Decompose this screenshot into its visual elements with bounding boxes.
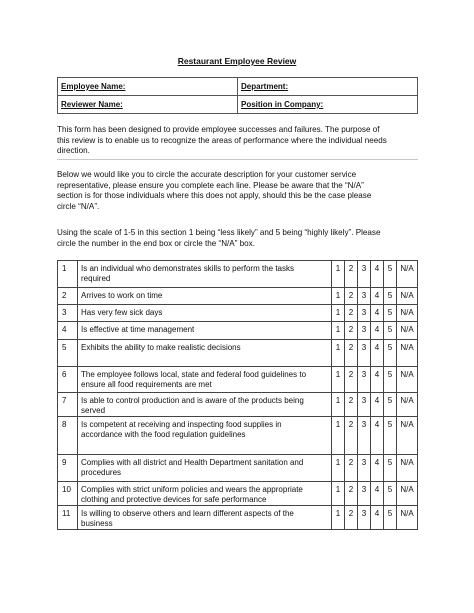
rating-option-3[interactable]: 3	[358, 340, 371, 367]
rating-option-4[interactable]: 4	[371, 367, 384, 393]
instruction-line: representative, please ensure you complete each line. Please be aware that the “N/A”	[57, 180, 364, 190]
instruction-line: circle “N/A”.	[57, 201, 100, 211]
item-row	[58, 288, 418, 305]
item-text-line: Arrives to work on time	[81, 291, 163, 300]
rating-option-3[interactable]: 3	[358, 288, 371, 305]
item-row	[58, 322, 418, 340]
item-row	[58, 482, 418, 506]
item-text	[78, 305, 332, 322]
item-row	[58, 393, 418, 417]
item-row	[58, 506, 418, 530]
rating-option-3[interactable]: 3	[358, 305, 371, 322]
item-text-line: Is willing to observe others and learn different aspects of the	[81, 509, 294, 518]
rating-na-option[interactable]: N/A	[397, 455, 418, 482]
rating-option-2[interactable]: 2	[345, 288, 358, 305]
instruction-line: section is for those individuals where this does not apply, should this be the case please	[57, 191, 372, 201]
rating-na-option[interactable]: N/A	[397, 367, 418, 393]
item-text-line: served	[81, 405, 106, 415]
item-text	[78, 288, 332, 305]
item-text	[78, 506, 332, 530]
item-row	[58, 367, 418, 393]
item-number: 5	[58, 340, 78, 367]
rating-na-option[interactable]: N/A	[397, 417, 418, 455]
item-text	[78, 417, 332, 455]
rating-option-3[interactable]: 3	[358, 367, 371, 393]
rating-option-5[interactable]: 5	[384, 393, 397, 417]
rating-option-4[interactable]: 4	[371, 506, 384, 530]
item-text	[78, 340, 332, 367]
rating-option-4[interactable]: 4	[371, 305, 384, 322]
rating-option-4[interactable]: 4	[371, 482, 384, 506]
item-row	[58, 340, 418, 367]
item-number: 1	[58, 261, 78, 288]
intro-line: direction.	[57, 146, 90, 156]
rating-option-5[interactable]: 5	[384, 367, 397, 393]
rating-option-1[interactable]: 1	[332, 482, 345, 506]
rating-option-1[interactable]: 1	[332, 261, 345, 288]
rating-option-2[interactable]: 2	[345, 305, 358, 322]
rating-option-1[interactable]: 1	[332, 288, 345, 305]
rating-option-4[interactable]: 4	[371, 340, 384, 367]
rating-option-2[interactable]: 2	[345, 261, 358, 288]
rating-option-2[interactable]: 2	[345, 367, 358, 393]
rating-option-5[interactable]: 5	[384, 322, 397, 340]
rating-option-5[interactable]: 5	[384, 506, 397, 530]
rating-option-5[interactable]: 5	[384, 455, 397, 482]
item-text-line: procedures	[81, 467, 122, 477]
form-title: Restaurant Employee Review	[177, 56, 297, 66]
item-text-line: Complies with all district and Health Department sanitation and	[81, 458, 304, 467]
item-text-line: business	[81, 518, 113, 528]
rating-option-4[interactable]: 4	[371, 322, 384, 340]
rating-na-option[interactable]: N/A	[397, 393, 418, 417]
rating-na-option[interactable]: N/A	[397, 305, 418, 322]
rating-option-4[interactable]: 4	[371, 288, 384, 305]
intro-line: this review is to enable us to recognize the areas of performance where the individual needs	[57, 135, 387, 145]
item-text-line: Is effective at time management	[81, 325, 195, 334]
divider-line	[57, 159, 418, 160]
rating-option-4[interactable]: 4	[371, 393, 384, 417]
rating-option-3[interactable]: 3	[358, 482, 371, 506]
item-number: 2	[58, 288, 78, 305]
rating-option-2[interactable]: 2	[345, 322, 358, 340]
item-row	[58, 417, 418, 455]
item-text-line: Is an individual who demonstrates skills to perform the tasks	[81, 264, 294, 273]
employee-name-field[interactable]: Employee Name:	[58, 78, 238, 96]
rating-option-3[interactable]: 3	[358, 506, 371, 530]
item-row	[58, 261, 418, 288]
item-text-line: ensure all food requirements are met	[81, 379, 212, 389]
rating-na-option[interactable]: N/A	[397, 261, 418, 288]
item-text-line: required	[81, 273, 111, 283]
item-text	[78, 322, 332, 340]
intro-line: This form has been designed to provide employee successes and failures. The purpose of	[57, 125, 380, 134]
item-text-line: clothing and protective devices for safe performance	[81, 494, 267, 504]
rating-option-3[interactable]: 3	[358, 455, 371, 482]
item-row	[58, 305, 418, 322]
item-text	[78, 455, 332, 482]
item-text-line: Complies with strict uniform policies and wears the appropriate	[81, 485, 303, 494]
rating-option-5[interactable]: 5	[384, 340, 397, 367]
rating-option-3[interactable]: 3	[358, 261, 371, 288]
rating-option-2[interactable]: 2	[345, 455, 358, 482]
rating-option-1[interactable]: 1	[332, 322, 345, 340]
item-text	[78, 482, 332, 506]
rating-option-3[interactable]: 3	[358, 417, 371, 455]
rating-option-2[interactable]: 2	[345, 340, 358, 367]
item-text	[78, 261, 332, 288]
item-text-line: Exhibits the ability to make realistic decisions	[81, 343, 241, 352]
rating-na-option[interactable]: N/A	[397, 506, 418, 530]
item-text-line: The employee follows local, state and federal food guidelines to	[81, 370, 307, 379]
rating-option-1[interactable]: 1	[332, 393, 345, 417]
rating-option-5[interactable]: 5	[384, 261, 397, 288]
rating-option-5[interactable]: 5	[384, 288, 397, 305]
item-number: 11	[58, 506, 78, 530]
rating-option-2[interactable]: 2	[345, 506, 358, 530]
item-text-line: Is competent at receiving and inspecting food supplies in	[81, 420, 282, 429]
item-text-line: Has very few sick days	[81, 308, 163, 317]
header-fields-table	[57, 77, 418, 114]
rating-option-2[interactable]: 2	[345, 417, 358, 455]
item-number: 6	[58, 367, 78, 393]
item-text	[78, 367, 332, 393]
rating-items-table	[57, 260, 418, 530]
item-text	[78, 393, 332, 417]
rating-option-5[interactable]: 5	[384, 417, 397, 455]
rating-na-option[interactable]: N/A	[397, 288, 418, 305]
intro-paragraph	[57, 125, 419, 157]
rating-option-1[interactable]: 1	[332, 305, 345, 322]
rating-na-option[interactable]: N/A	[397, 482, 418, 506]
scale-paragraph	[57, 228, 419, 249]
rating-option-3[interactable]: 3	[358, 393, 371, 417]
item-number: 10	[58, 482, 78, 506]
rating-option-2[interactable]: 2	[345, 393, 358, 417]
rating-option-1[interactable]: 1	[332, 367, 345, 393]
item-row	[58, 455, 418, 482]
rating-na-option[interactable]: N/A	[397, 340, 418, 367]
item-number: 8	[58, 417, 78, 455]
rating-option-1[interactable]: 1	[332, 455, 345, 482]
scale-line: Using the scale of 1-5 in this section 1 being “less likely” and 5 being “highly likely”. Please	[57, 228, 381, 237]
instruction-paragraph	[57, 170, 419, 212]
rating-option-1[interactable]: 1	[332, 506, 345, 530]
item-number: 7	[58, 393, 78, 417]
rating-option-1[interactable]: 1	[332, 340, 345, 367]
item-number: 9	[58, 455, 78, 482]
position-field[interactable]: Position in Company:	[238, 96, 418, 114]
scale-line: circle the number in the end box or circle the “N/A” box.	[57, 238, 255, 248]
item-text-line: accordance with the food regulation guidelines	[81, 429, 246, 439]
rating-option-3[interactable]: 3	[358, 322, 371, 340]
rating-option-4[interactable]: 4	[371, 455, 384, 482]
rating-option-1[interactable]: 1	[332, 417, 345, 455]
item-text-line: Is able to control production and is aware of the products being	[81, 396, 304, 405]
item-number: 3	[58, 305, 78, 322]
item-number: 4	[58, 322, 78, 340]
rating-option-5[interactable]: 5	[384, 482, 397, 506]
reviewer-name-field[interactable]: Reviewer Name:	[58, 96, 238, 114]
rating-option-4[interactable]: 4	[371, 417, 384, 455]
rating-na-option[interactable]: N/A	[397, 322, 418, 340]
instruction-line: Below we would like you to circle the accurate description for your customer service	[57, 170, 357, 179]
rating-option-4[interactable]: 4	[371, 261, 384, 288]
rating-option-2[interactable]: 2	[345, 482, 358, 506]
department-field[interactable]: Department:	[238, 78, 418, 96]
rating-option-5[interactable]: 5	[384, 305, 397, 322]
